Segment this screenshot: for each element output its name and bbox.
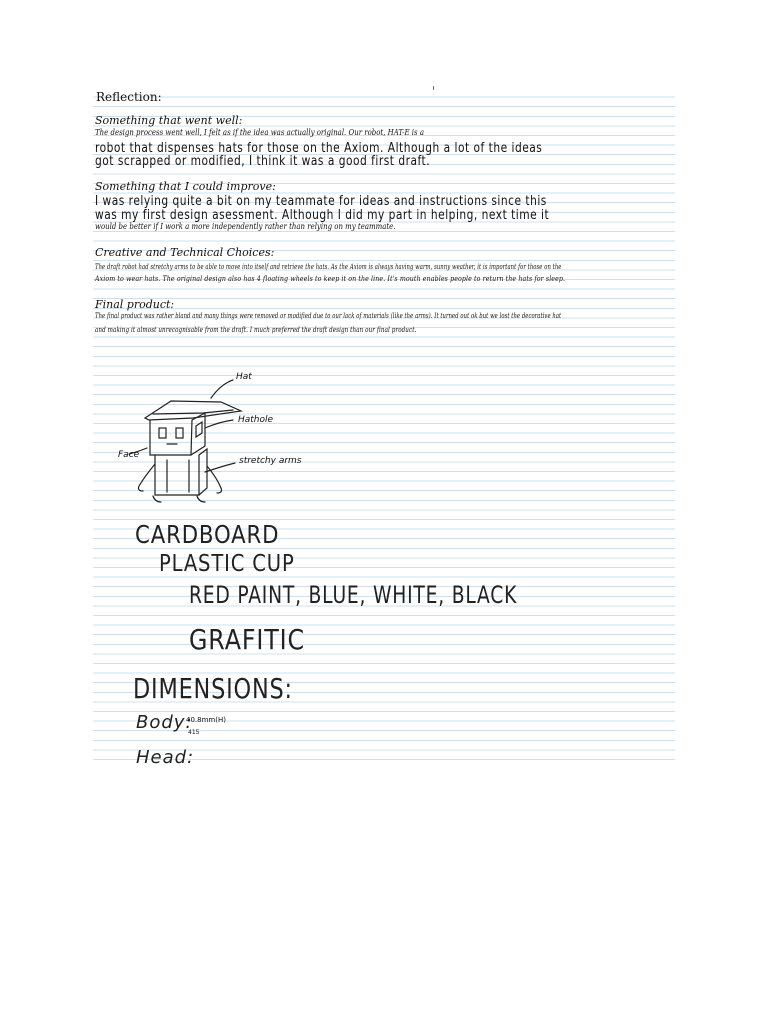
dimensions-head-label: Head: (136, 747, 195, 768)
dimensions-body-sub: 415 (188, 729, 200, 736)
label-hat: Hat (236, 372, 252, 382)
improve-line-2: was my first design asessment. Although I did my part in helping, next time it (95, 208, 550, 223)
section-title-improve: Something that I could improve: (95, 180, 276, 193)
went-well-line-3: got scrapped or modified, I think it was a good first draft. (95, 154, 431, 169)
section-title-went-well: Something that went well: (95, 114, 243, 127)
dimensions-body-value: 40.8mm(H) (186, 716, 226, 724)
improve-line-3: would be better if I work a more independently rather than relying on my teammate. (95, 222, 396, 232)
went-well-line-1: The design process went well, I felt as if the idea was actually original. Our robot, HAT-E is a (95, 128, 424, 138)
material-2: PLASTIC CUP (159, 551, 295, 577)
section-title-choices: Creative and Technical Choices: (95, 246, 275, 259)
material-3: RED PAINT, BLUE, WHITE, BLACK (189, 581, 518, 609)
final-line-2: and making it almost unrecognisable from the draft. I much preferred the draft design than our final product. (95, 326, 417, 334)
page-heading: Reflection: (96, 90, 162, 104)
final-line-1: The final product was rather bland and many things were removed or modified due to our lack of materials (like the arms). It turned out ok but we lost the decorative hat (95, 312, 562, 320)
improve-line-1: I was relying quite a bit on my teammate for ideas and instructions since this (95, 194, 547, 209)
dimensions-heading: DIMENSIONS: (133, 672, 293, 705)
label-arms: stretchy arms (239, 456, 302, 466)
went-well-line-2: robot that dispenses hats for those on the Axiom. Although a lot of the ideas (95, 141, 543, 156)
robot-sketch (93, 88, 675, 768)
material-1: CARDBOARD (135, 520, 280, 549)
choices-line-2: Axiom to wear hats. The original design also has 4 floating wheels to keep it on the line. It's mouth enables people to return the hats for sleep. (95, 275, 566, 283)
label-hathole: Hathole (238, 415, 274, 425)
choices-line-1: The draft robot had stretchy arms to be able to move into itself and retrieve the hats. As the Axiom is always having warm, sunny weather, it is important for those on the (95, 263, 562, 271)
section-title-final: Final product: (95, 298, 175, 311)
notebook-page (93, 88, 675, 768)
label-face: Face (118, 450, 140, 460)
dimensions-body-label: Body: (136, 712, 193, 733)
material-4: GRAFITIC (189, 623, 305, 656)
